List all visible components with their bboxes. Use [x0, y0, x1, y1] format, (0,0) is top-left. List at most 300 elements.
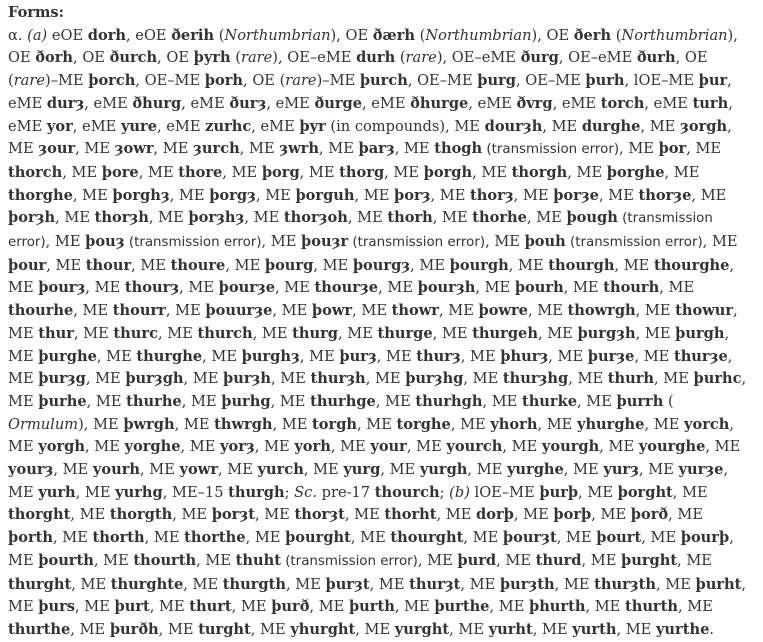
plain-text: , ME — [244, 209, 284, 227]
word-form: þurhg — [221, 392, 271, 410]
word-form: þurð — [271, 598, 310, 616]
plain-text: , ME — [254, 506, 295, 524]
word-form: thorhe — [472, 209, 527, 227]
plain-text: , ME — [635, 302, 676, 320]
word-form: þurghȝ — [241, 347, 300, 365]
plain-text: , ME — [410, 256, 450, 274]
word-form: þurȝhg — [405, 370, 464, 388]
word-form: dorh — [87, 26, 127, 44]
word-form: þorȝ — [394, 186, 431, 204]
word-form: dorþ — [476, 506, 514, 524]
plain-text: , ME — [86, 392, 127, 410]
plain-text: , ME — [354, 186, 395, 204]
plain-text: , ME — [467, 461, 507, 479]
plain-text: ( — [415, 26, 426, 44]
word-form: torghe — [396, 415, 451, 433]
plain-text: , ME — [330, 438, 371, 456]
italic-label: Northumbrian — [425, 26, 532, 44]
plain-text: , ME — [375, 392, 416, 410]
plain-text: , ME — [542, 117, 582, 135]
plain-text: , ME — [180, 438, 221, 456]
plain-text: ( — [663, 392, 674, 410]
word-form: thurgth — [222, 575, 286, 593]
word-form: þurthe — [434, 598, 490, 616]
plain-text: , ME — [567, 163, 607, 181]
word-form: thurȝt — [409, 575, 461, 593]
plain-text: , ME — [394, 140, 435, 158]
word-form: þurgh — [675, 324, 725, 342]
plain-text: , ME — [634, 347, 674, 365]
plain-text: , ME — [472, 163, 512, 181]
plain-text: . — [709, 620, 715, 638]
plain-text: , ME — [225, 256, 265, 274]
word-form: thourght — [390, 529, 464, 547]
word-form: þwrgh — [123, 415, 175, 433]
word-form: thourhe — [8, 302, 74, 320]
plain-text: , eME — [266, 94, 315, 112]
word-form: þurg — [477, 72, 516, 90]
plain-text: , ME — [239, 140, 280, 158]
word-form: torch — [600, 94, 645, 112]
plain-text: , ME — [496, 551, 536, 569]
word-form: yorgh — [38, 438, 85, 456]
word-form: þourght — [285, 529, 351, 547]
word-form: thorght — [8, 506, 71, 524]
plain-text: , ME — [62, 163, 102, 181]
italic-label: (a) — [27, 26, 48, 44]
word-form: þurȝ — [339, 347, 377, 365]
word-form: ðurg — [520, 49, 559, 67]
word-form: thour — [85, 256, 132, 274]
word-form: þyr — [299, 117, 326, 135]
word-form: þurht — [695, 575, 742, 593]
plain-text: , ME — [502, 438, 542, 456]
plain-text: , ME — [436, 506, 477, 524]
plain-text: , ME — [537, 324, 578, 342]
plain-text: , ME — [347, 209, 388, 227]
word-form: þouurȝe — [205, 302, 273, 320]
plain-text: lOE–ME — [469, 483, 540, 501]
word-form: yure — [120, 117, 158, 135]
plain-text: , ME — [254, 438, 295, 456]
word-form: ȝorgh — [679, 117, 728, 135]
word-form: turh — [692, 94, 729, 112]
plain-text: , ME — [380, 461, 420, 479]
plain-text: , ME — [183, 370, 224, 388]
plain-text: , ME — [450, 415, 491, 433]
word-form: yurȝe — [678, 461, 724, 479]
plain-text: , ME — [8, 575, 747, 616]
plain-text: , ME — [299, 163, 340, 181]
word-form: thorgh — [511, 163, 568, 181]
plain-text: , ME — [599, 438, 639, 456]
word-form: þourȝh — [417, 279, 476, 297]
plain-text: , ME — [537, 415, 577, 433]
word-form: thourȝe — [314, 279, 379, 297]
plain-text: , ME — [8, 256, 735, 297]
plain-text: α. — [8, 26, 28, 44]
word-form: thorghe — [8, 186, 73, 204]
plain-text: , ME — [313, 256, 353, 274]
word-form: yourȝ — [8, 461, 54, 479]
plain-text: , ME — [261, 233, 302, 251]
plain-text: ), OE–eME — [272, 49, 357, 67]
word-form: þourȝt — [502, 529, 557, 547]
word-form: thurc — [113, 324, 158, 342]
word-form: þhurȝ — [500, 347, 549, 365]
word-form: yurch — [257, 461, 304, 479]
word-form: þurȝt — [325, 575, 370, 593]
plain-text: , ME — [272, 302, 312, 320]
plain-text: , eME — [362, 94, 411, 112]
word-form: yurgh — [419, 461, 468, 479]
word-form: þourþ — [680, 529, 730, 547]
plain-text: , ME — [140, 461, 180, 479]
word-form: yorȝ — [220, 438, 255, 456]
word-form: þorgȝ — [209, 186, 256, 204]
word-form: thurth — [624, 598, 678, 616]
plain-text: , ME — [138, 163, 179, 181]
plain-text: , ME — [70, 620, 110, 638]
plain-text: , ME — [174, 415, 215, 433]
plain-text: , eME — [157, 117, 206, 135]
plain-text: , ME — [548, 347, 588, 365]
word-form: yurhg — [115, 483, 163, 501]
word-form: þourth — [38, 551, 94, 569]
word-form: þurrh — [616, 392, 664, 410]
plain-text: , ME — [591, 506, 631, 524]
word-form: thurhe — [126, 392, 182, 410]
word-form: ȝowr — [114, 140, 154, 158]
plain-text: , ME — [527, 302, 568, 320]
word-form: thorȝ — [470, 186, 514, 204]
plain-text: )–ME — [316, 72, 360, 90]
word-form: thorȝoh — [283, 209, 348, 227]
plain-text: , ME — [702, 233, 738, 251]
plain-text: , ME — [222, 163, 262, 181]
word-form: ðurh — [636, 49, 676, 67]
word-form: thogh — [434, 140, 483, 158]
plain-text: , eME — [181, 94, 230, 112]
plain-text: , ME — [365, 370, 406, 388]
word-form: þourt — [596, 529, 642, 547]
plain-text: , ME — [196, 551, 236, 569]
plain-text: , ME — [74, 598, 115, 616]
word-form: þurth — [348, 598, 395, 616]
word-form: yurh — [38, 483, 76, 501]
word-form: thorch — [8, 163, 63, 181]
word-form: þurght — [621, 551, 678, 569]
word-form: þurs — [38, 598, 75, 616]
word-form: þurh — [585, 72, 625, 90]
word-form: þough — [566, 209, 618, 227]
plain-text: , eME — [644, 94, 693, 112]
plain-text: , ME — [614, 256, 654, 274]
plain-text: , ME — [96, 347, 137, 365]
plain-text: , ME — [677, 551, 712, 569]
italic-label: rare — [13, 72, 45, 90]
word-form: þurghe — [38, 347, 97, 365]
italic-label: Northumbrian — [224, 26, 331, 44]
plain-text: , ME — [148, 209, 189, 227]
word-form: thurg — [292, 324, 339, 342]
plain-text: , ME — [635, 324, 676, 342]
plain-text: , ME — [563, 461, 604, 479]
italic-label: rare — [405, 49, 437, 67]
word-form: ðvrg — [516, 94, 553, 112]
plain-text: , eOE — [126, 26, 172, 44]
plain-text: , ME — [639, 461, 679, 479]
plain-text: , ME — [677, 598, 713, 616]
plain-text: , eME — [72, 117, 121, 135]
word-form: thurh — [607, 370, 655, 388]
word-form: durh — [356, 49, 396, 67]
plain-text: , ME — [55, 209, 95, 227]
plain-text: , ME — [485, 233, 525, 251]
word-form: yurg — [343, 461, 381, 479]
note-text: (transmission error) — [348, 235, 486, 251]
plain-text: , ME — [686, 140, 722, 158]
plain-text: , ME — [463, 529, 503, 547]
plain-text: , ME — [568, 370, 608, 388]
word-form: ðurch — [109, 49, 158, 67]
word-form: þurt — [114, 598, 150, 616]
word-form: thourr — [112, 302, 166, 320]
word-form: yourghe — [638, 438, 706, 456]
word-form: thurghe — [136, 347, 203, 365]
word-form: ðhurge — [410, 94, 469, 112]
word-form: ðorh — [35, 49, 74, 67]
plain-text: , ME — [8, 347, 733, 388]
word-form: þorghȝ — [112, 186, 170, 204]
word-form: þourgȝ — [352, 256, 411, 274]
word-form: thourgh — [548, 256, 615, 274]
word-form: þorgh — [423, 163, 473, 181]
word-form: zurhc — [205, 117, 252, 135]
word-form: thorȝe — [638, 186, 692, 204]
plain-text: , OE–ME — [135, 72, 205, 90]
plain-text: , ME — [616, 620, 656, 638]
word-form: ðerih — [171, 26, 215, 44]
word-form: yor — [46, 117, 73, 135]
word-form: þurðh — [109, 620, 159, 638]
word-form: ðerh — [573, 26, 612, 44]
note-text: (transmission error) — [280, 553, 418, 569]
plain-text: , ME — [417, 551, 458, 569]
plain-text: ; — [284, 483, 295, 501]
word-form: þorghe — [606, 163, 665, 181]
plain-text: ), OE–eME — [436, 49, 521, 67]
word-form: yorh — [294, 438, 331, 456]
plain-text: , ME — [8, 370, 747, 410]
word-form: þowre — [478, 302, 528, 320]
word-form: thurge — [377, 324, 433, 342]
plain-text: , ME — [532, 620, 573, 638]
word-form: þurhc — [693, 370, 742, 388]
italic-label: Sc. — [294, 483, 317, 501]
word-form: þurþ — [539, 483, 579, 501]
plain-text: , ME — [70, 506, 110, 524]
word-form: þarȝ — [358, 140, 395, 158]
plain-text: , eME — [251, 117, 300, 135]
word-form: ðurȝ — [229, 94, 267, 112]
plain-text: , ME — [183, 575, 223, 593]
word-form: thourth — [133, 551, 197, 569]
italic-label: (b) — [449, 483, 470, 501]
plain-text: , ME — [513, 186, 554, 204]
word-form: yourgh — [541, 438, 600, 456]
plain-text: , OE ( — [243, 72, 286, 90]
plain-text: eOE — [47, 26, 88, 44]
plain-text: , ME — [202, 347, 242, 365]
italic-label: rare — [285, 72, 317, 90]
plain-text: , ME — [449, 620, 489, 638]
plain-text: , ME — [406, 438, 447, 456]
word-form: thurke — [521, 392, 578, 410]
plain-text: , ME — [654, 370, 694, 388]
plain-text: ( — [214, 26, 225, 44]
word-form: yowr — [179, 461, 219, 479]
plain-text: , ME — [46, 256, 86, 274]
word-form: þouh — [524, 233, 566, 251]
plain-text: , ME — [52, 529, 93, 547]
plain-text: , ME — [285, 575, 326, 593]
word-form: thurthe — [8, 620, 71, 638]
plain-text: , ME — [158, 620, 199, 638]
word-form: þourh — [514, 279, 564, 297]
word-form: þourȝ — [38, 279, 86, 297]
plain-text: (in compounds), ME — [325, 117, 485, 135]
plain-text: , eME — [8, 72, 732, 112]
plain-text: , ME — [75, 483, 116, 501]
word-form: thorh — [387, 209, 433, 227]
word-form: thurght — [8, 575, 72, 593]
word-form: thurghte — [110, 575, 184, 593]
plain-text: , eME — [8, 94, 733, 135]
plain-text: , ME — [432, 324, 473, 342]
plain-text: , OE–ME — [515, 72, 586, 90]
plain-text: , ME — [153, 140, 194, 158]
word-form: þorð — [630, 506, 669, 524]
plain-text: , ME — [53, 461, 93, 479]
word-form: yurghe — [506, 461, 564, 479]
word-form: yhurght — [290, 620, 356, 638]
word-form: thurȝh — [310, 370, 366, 388]
word-form: þore — [101, 163, 139, 181]
plain-text: , ME — [8, 117, 732, 158]
word-form: thorthe — [184, 529, 246, 547]
plain-text: , ME — [384, 163, 424, 181]
word-form: þorȝe — [553, 186, 599, 204]
plain-text: , ME — [8, 461, 729, 501]
word-form: thorg — [339, 163, 385, 181]
word-form: thuht — [235, 551, 281, 569]
word-form: ȝour — [38, 140, 76, 158]
plain-text: , ME — [672, 483, 708, 501]
word-form: yurȝ — [603, 461, 639, 479]
word-form: thwrgh — [214, 415, 273, 433]
word-form: thourch — [374, 483, 440, 501]
word-form: yurght — [394, 620, 450, 638]
word-form: thurd — [535, 551, 582, 569]
word-form: þorght — [617, 483, 673, 501]
word-form: þourgh — [449, 256, 509, 274]
plain-text: , ME — [8, 415, 735, 456]
plain-text: , OE–ME — [407, 72, 478, 90]
plain-text: , ME — [460, 347, 501, 365]
word-form: þurch — [359, 72, 408, 90]
plain-text: , ME — [394, 598, 435, 616]
word-form: yurth — [572, 620, 617, 638]
word-form: dourȝh — [484, 117, 543, 135]
note-text: (transmission error) — [565, 235, 703, 251]
word-form: þurȝgh — [125, 370, 184, 388]
word-form: þurd — [457, 551, 497, 569]
plain-text: , ME — [318, 140, 359, 158]
plain-text: , ME — [149, 598, 190, 616]
plain-text: , ME — [71, 575, 111, 593]
word-form: yourch — [446, 438, 503, 456]
plain-text: , ME — [641, 529, 681, 547]
plain-text: , ME — [460, 575, 500, 593]
plain-text: , ME — [45, 233, 86, 251]
plain-text: ( — [611, 26, 622, 44]
plain-text: , ME — [526, 209, 567, 227]
plain-text: , OE — [73, 49, 110, 67]
word-form: thur — [38, 324, 74, 342]
plain-text: , ME — [169, 186, 210, 204]
plain-text: ( — [230, 49, 241, 67]
plain-text: , ME — [659, 279, 695, 297]
plain-text: , ME — [270, 392, 311, 410]
plain-text: , ME — [355, 620, 395, 638]
plain-text: ), OE — [531, 26, 574, 44]
plain-text: , ME — [432, 209, 473, 227]
plain-text: , ME — [598, 186, 639, 204]
plain-text: , ME — [378, 279, 418, 297]
plain-text: ( — [395, 49, 406, 67]
plain-text: , ME — [303, 461, 344, 479]
italic-label: Ormulum — [8, 415, 79, 433]
word-form: thurch — [197, 324, 253, 342]
plain-text: , ME — [179, 279, 219, 297]
plain-text: , ME — [85, 370, 126, 388]
plain-text: , ME — [299, 347, 340, 365]
plain-text: , ME — [430, 186, 471, 204]
word-form: turght — [198, 620, 251, 638]
plain-text: , ME — [272, 415, 313, 433]
word-form: durȝ — [46, 94, 85, 112]
plain-text: )–ME — [45, 72, 89, 90]
plain-text: , OE — [157, 49, 194, 67]
word-form: thurgeh — [472, 324, 538, 342]
plain-text: , ME — [668, 506, 703, 524]
word-form: thorȝt — [294, 506, 345, 524]
word-form: þorh — [204, 72, 244, 90]
plain-text: , ME — [581, 551, 621, 569]
plain-text: ), OE — [330, 26, 373, 44]
plain-text: , ME — [165, 302, 206, 320]
forms-heading: Forms: — [8, 4, 65, 21]
plain-text: , ME — [664, 163, 700, 181]
plain-text: , eME — [552, 94, 601, 112]
plain-text: , ME — [585, 598, 625, 616]
plain-text: , ME — [475, 279, 515, 297]
plain-text: , eME — [468, 94, 517, 112]
word-form: ȝurch — [193, 140, 240, 158]
plain-text: , ME — [705, 438, 741, 456]
plain-text: , ME — [85, 279, 125, 297]
